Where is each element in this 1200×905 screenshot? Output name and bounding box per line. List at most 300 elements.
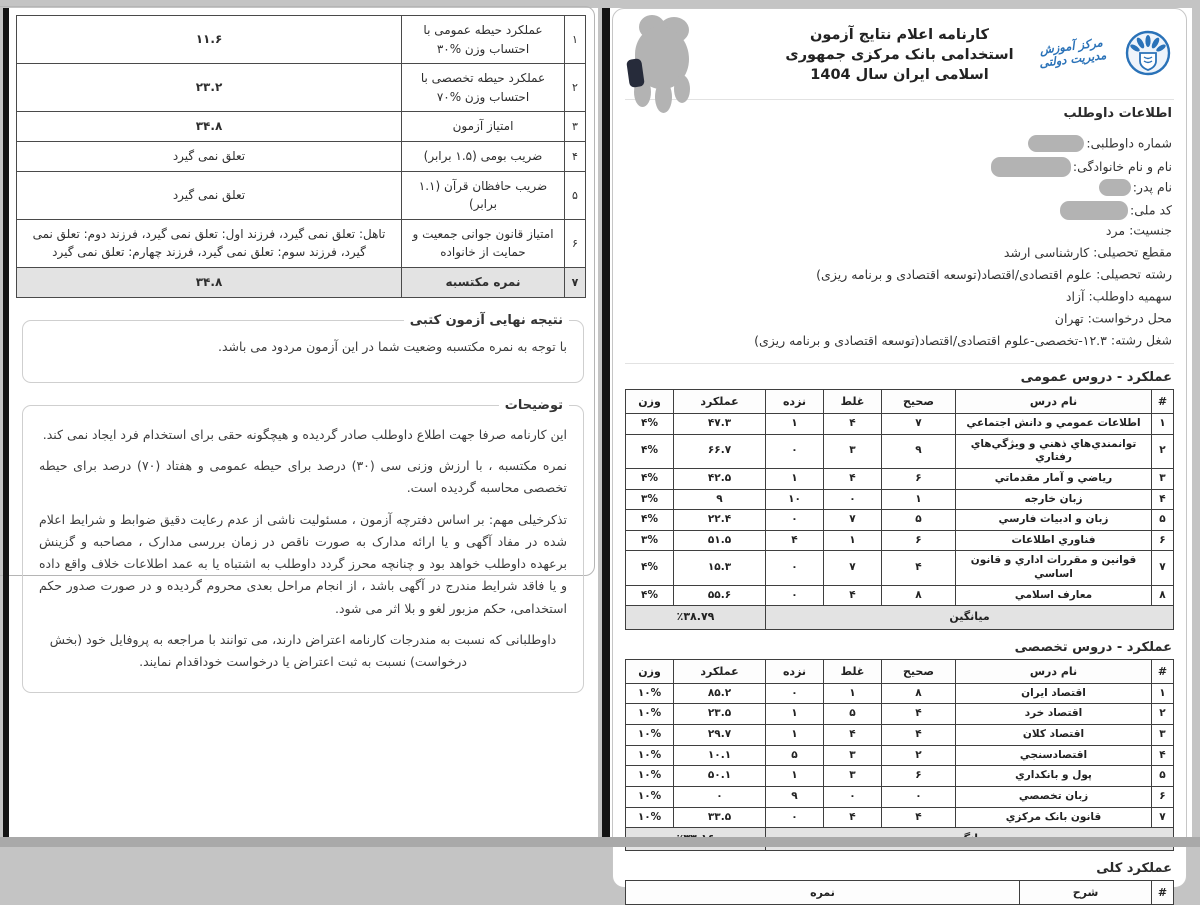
value-number: ۷ xyxy=(849,561,856,574)
course-value xyxy=(766,434,824,468)
course-value xyxy=(626,766,674,787)
course-value xyxy=(626,530,674,551)
row-label: عملکرد حیطه عمومی با احتساب وزن ۳۰% xyxy=(402,16,565,64)
course-value xyxy=(824,704,882,725)
column-header: # xyxy=(1152,390,1174,414)
value-number: ۰ xyxy=(915,789,922,802)
course-row xyxy=(626,724,1174,745)
value-number: ۶ xyxy=(915,769,922,782)
value-number: ۵ xyxy=(915,513,922,526)
note-paragraph: تذکرخیلی مهم: بر اساس دفترچه آزمون ، مسئولیت ناشی از عدم رعایت دقیق ضوابط و شرایط اعلام شده در مفاد آگهی و یا ارائه مدارک به صورت ناقص در زمان بررسی مدارک ، مصاحبه و گزینش برعهده داوطلب خواهد بود و چنانچه محرز گردد داوطلب به اشتباه یا به عمد اطلاعات خلاف واقع داده و یا فاقد شرایط مندرج در آگهی باشد ، از انجام مراحل بعدی محروم گردیده و در صورت صدور حکم استخدامی، حکم مزبور لغو و بلا اثر می شود. xyxy=(39,511,567,616)
value-number: ۰ xyxy=(849,492,856,505)
value-number: ۹ xyxy=(791,789,798,802)
course-value xyxy=(766,807,824,828)
value-number: ۴ xyxy=(849,727,856,740)
general-courses-table xyxy=(625,389,1174,630)
value-number: ۱۰% xyxy=(637,769,662,782)
value-number: ۴۲.۵ xyxy=(707,471,732,484)
value-number: ۱ xyxy=(791,769,798,782)
row-value-number: ۲۳.۲ xyxy=(195,80,223,95)
average-row xyxy=(626,606,1174,629)
row-number: ۱ xyxy=(565,16,586,64)
course-name: معارف اسلامي xyxy=(956,585,1152,606)
notes-legend: توضیحات xyxy=(504,397,563,413)
column-header: شرح xyxy=(1020,881,1152,905)
column-header: نام درس xyxy=(956,390,1152,414)
course-value xyxy=(882,414,956,435)
final-result-box xyxy=(22,313,584,383)
value-number: ۱ xyxy=(1159,686,1166,699)
course-value xyxy=(1152,766,1174,787)
course-value xyxy=(824,724,882,745)
column-header: غلط xyxy=(824,390,882,414)
column-header: نزده xyxy=(766,390,824,414)
course-value xyxy=(1152,745,1174,766)
course-row xyxy=(626,510,1174,531)
course-value xyxy=(766,786,824,807)
course-value xyxy=(626,807,674,828)
final-result-legend: نتیجه نهایی آزمون کتبی xyxy=(409,312,563,328)
value-number: ۱۰% xyxy=(637,810,662,823)
value-number: ۵ xyxy=(1159,513,1166,526)
average-label: میانگین xyxy=(766,606,1174,629)
candidate-info-title: اطلاعات داوطلب xyxy=(1063,106,1172,121)
course-value xyxy=(674,510,766,531)
field-label: مقطع تحصیلی: xyxy=(1093,244,1172,260)
table-header-row xyxy=(626,881,1174,905)
course-value xyxy=(882,585,956,606)
candidate-field xyxy=(627,179,1172,193)
candidate-fields xyxy=(625,125,1174,361)
course-value xyxy=(766,414,824,435)
candidate-field xyxy=(627,333,1172,347)
candidate-field xyxy=(627,245,1172,259)
value-number: ۵ xyxy=(849,707,856,720)
course-value xyxy=(882,807,956,828)
course-value xyxy=(626,510,674,531)
course-value xyxy=(882,489,956,510)
course-row xyxy=(626,786,1174,807)
field-label: شماره داوطلبی: xyxy=(1086,135,1172,151)
value-number: ۱۰.۱ xyxy=(707,748,732,761)
course-value xyxy=(626,489,674,510)
course-value xyxy=(1152,704,1174,725)
row-label: امتیاز آزمون xyxy=(402,112,565,142)
course-row xyxy=(626,704,1174,725)
value-number: ۲۹.۷ xyxy=(707,727,732,740)
value-number: ۱۰% xyxy=(637,727,662,740)
course-value xyxy=(674,786,766,807)
column-header: صحیح xyxy=(882,659,956,683)
course-row xyxy=(626,434,1174,468)
course-value xyxy=(882,683,956,704)
note-paragraph: این کارنامه صرفا جهت اطلاع داوطلب صادر گردیده و هیچگونه حقی برای استخدام فرد ایجاد نمی کند. xyxy=(42,426,567,442)
overall-performance-title: عملکرد کلی xyxy=(1096,861,1172,877)
candidate-field xyxy=(627,267,1172,281)
value-number: ۱۰% xyxy=(637,748,662,761)
value-number: ۱ xyxy=(791,727,798,740)
course-value xyxy=(824,551,882,585)
row-value xyxy=(17,16,402,64)
value-number: ۴% xyxy=(641,444,658,457)
title-line-1: کارنامه اعلام نتایج آزمون xyxy=(809,27,989,43)
course-value xyxy=(824,766,882,787)
score-table-row xyxy=(17,112,586,142)
value-number: ۱۰% xyxy=(637,707,662,720)
score-table-row xyxy=(17,141,586,171)
course-value xyxy=(674,551,766,585)
value-number: ۵ xyxy=(791,748,798,761)
row-number: ۵ xyxy=(565,171,586,219)
note-paragraph: داوطلبانی که نسبت به مندرجات کارنامه اعتراض دارند، می توانند با مراجعه به پروفایل خود (بخش درخواست) نسبت به ثبت اعتراض یا درخواست خوداقدام نمایند. xyxy=(49,631,557,670)
value-number: ۱ xyxy=(791,707,798,720)
column-header: صحیح xyxy=(882,390,956,414)
field-label: کد ملی: xyxy=(1130,202,1172,218)
course-value xyxy=(766,468,824,489)
candidate-field xyxy=(627,311,1172,325)
course-name: زبان خارجه xyxy=(956,489,1152,510)
redacted-candidate-photo xyxy=(631,15,701,115)
course-value xyxy=(824,745,882,766)
field-label: نام پدر: xyxy=(1132,179,1172,195)
course-name: توانمندي‌هاي ذهني و ویژگي‌هاي رفتاري xyxy=(956,434,1152,468)
course-value xyxy=(766,585,824,606)
value-number: ۱۰ xyxy=(788,492,801,505)
value-number: ۴% xyxy=(641,471,658,484)
course-value xyxy=(824,683,882,704)
value-number: ۱۵.۳ xyxy=(707,561,732,574)
value-number: ۲ xyxy=(915,748,922,761)
course-value xyxy=(674,530,766,551)
course-name: قانون بانک مرکزي xyxy=(956,807,1152,828)
course-value xyxy=(824,434,882,468)
value-number: ۷ xyxy=(1159,810,1166,823)
course-name: اطلاعات عمومي و دانش اجتماعي xyxy=(956,414,1152,435)
column-header: # xyxy=(1152,659,1174,683)
value-number: ۴ xyxy=(915,810,922,823)
value-number: ۸ xyxy=(1159,588,1166,601)
title-line-3: اسلامی ایران سال 1404 xyxy=(810,67,989,83)
candidate-field xyxy=(627,157,1172,174)
value-number: ۱ xyxy=(791,417,798,429)
score-table-row xyxy=(17,64,586,112)
value-number: ۱ xyxy=(849,533,856,546)
column-header: غلط xyxy=(824,659,882,683)
course-value xyxy=(1152,530,1174,551)
course-value xyxy=(766,745,824,766)
row-label: عملکرد حیطه تخصصی با احتساب وزن ۷۰% xyxy=(402,64,565,112)
value-number: ۰ xyxy=(791,686,798,699)
row-value xyxy=(17,112,402,142)
value-number: ۱۰% xyxy=(637,686,662,699)
candidate-field xyxy=(627,135,1172,149)
page-edge-bar-left xyxy=(3,8,9,837)
row-value-number: ۱۱.۶ xyxy=(195,32,223,47)
redacted-value xyxy=(1060,201,1128,220)
course-value xyxy=(824,414,882,435)
course-value xyxy=(626,683,674,704)
value-number: ۴% xyxy=(641,561,658,574)
course-value xyxy=(626,434,674,468)
course-name: زبان تخصصي xyxy=(956,786,1152,807)
redacted-value xyxy=(1099,179,1131,196)
course-name: اقتصاد کلان xyxy=(956,724,1152,745)
value-number: ۸ xyxy=(915,686,922,699)
column-header: عملکرد xyxy=(674,390,766,414)
score-table-row xyxy=(17,16,586,64)
value-number: ۴ xyxy=(849,810,856,823)
course-value xyxy=(626,551,674,585)
course-value xyxy=(882,704,956,725)
course-value xyxy=(1152,786,1174,807)
course-row xyxy=(626,468,1174,489)
value-number: ۴ xyxy=(915,561,922,574)
course-value xyxy=(1152,683,1174,704)
course-value xyxy=(626,745,674,766)
value-number: ۷ xyxy=(1159,561,1166,574)
value-number: ۴ xyxy=(1159,748,1166,761)
course-value xyxy=(1152,724,1174,745)
column-header: عملکرد xyxy=(674,659,766,683)
course-value xyxy=(1152,489,1174,510)
organization-logo xyxy=(1026,29,1172,77)
course-row xyxy=(626,414,1174,435)
value-number: ۶ xyxy=(915,533,922,546)
value-number: ۰ xyxy=(791,444,798,457)
row-value xyxy=(17,267,402,297)
value-number: ۲۲.۴ xyxy=(707,513,732,526)
general-courses-title: عملکرد - دروس عمومی xyxy=(1020,370,1172,385)
value-number: ۰ xyxy=(791,561,798,574)
value-number: ۹ xyxy=(915,444,922,457)
course-value xyxy=(674,683,766,704)
course-name: پول و بانکداري xyxy=(956,766,1152,787)
row-label: ضریب حافظان قرآن (۱.۱ برابر) xyxy=(402,171,565,219)
row-label: ضریب بومی (۱.۵ برابر) xyxy=(402,141,565,171)
course-value xyxy=(882,551,956,585)
value-number: ۴۷.۳ xyxy=(707,417,732,429)
title-line-2: استخدامی بانک مرکزی جمهوری xyxy=(785,47,1014,63)
value-number: ۱۰% xyxy=(637,789,662,802)
course-value xyxy=(626,786,674,807)
value-number: ۰ xyxy=(791,513,798,526)
value-number: ۳ xyxy=(1159,471,1166,484)
table-header-row xyxy=(626,390,1174,414)
page-edge-bar-middle xyxy=(602,8,610,837)
row-number: ۲ xyxy=(565,64,586,112)
value-number: ۵ xyxy=(1159,769,1166,782)
report-page-2 xyxy=(9,8,598,837)
course-value xyxy=(766,704,824,725)
course-value xyxy=(824,807,882,828)
row-number: ۳ xyxy=(565,112,586,142)
course-value xyxy=(1152,414,1174,435)
score-table-row xyxy=(17,267,586,297)
course-value xyxy=(674,766,766,787)
value-number: ۴ xyxy=(1159,492,1166,505)
field-value: آزاد xyxy=(1065,288,1085,304)
value-number: ۲ xyxy=(1159,444,1166,457)
course-value xyxy=(882,434,956,468)
value-number: ۳% xyxy=(641,492,658,505)
course-name: اقتصادسنجي xyxy=(956,745,1152,766)
course-value xyxy=(1152,510,1174,531)
value-number: ۴ xyxy=(849,588,856,601)
course-row xyxy=(626,683,1174,704)
row-value-number: ۳۴.۸ xyxy=(195,274,223,289)
row-value xyxy=(17,64,402,112)
document-header xyxy=(625,13,1174,97)
row-number: ۶ xyxy=(565,219,586,267)
value-number: ۳ xyxy=(849,444,856,457)
window-bottom-edge xyxy=(0,837,1200,847)
course-value xyxy=(674,468,766,489)
value-number: ۳ xyxy=(849,769,856,782)
row-value: تعلق نمی گیرد xyxy=(17,141,402,171)
notes-paragraphs xyxy=(37,424,569,674)
column-header: نمره xyxy=(626,881,1020,905)
candidate-field xyxy=(627,223,1172,237)
average-number: ٪۳۸.۷۹ xyxy=(676,610,715,624)
field-value: علوم اقتصادی/اقتصاد(توسعه اقتصادی و برنامه ریزی) xyxy=(816,266,1093,282)
average-value xyxy=(626,606,766,629)
final-result-text: با توجه به نمره مکتسبه وضعیت شما در این آزمون مردود می باشد. xyxy=(218,338,567,354)
field-value: مرد xyxy=(1105,222,1126,238)
score-table-row xyxy=(17,171,586,219)
final-score-table xyxy=(16,15,586,298)
value-number: ۳ xyxy=(1159,727,1166,740)
course-row xyxy=(626,766,1174,787)
course-value xyxy=(674,414,766,435)
field-label: رشته تحصیلی: xyxy=(1096,266,1172,282)
value-number: ۶ xyxy=(1159,533,1166,546)
course-name: ریاضي و آمار مقدماتي xyxy=(956,468,1152,489)
column-header: وزن xyxy=(626,659,674,683)
value-number: ۸۵.۲ xyxy=(707,686,732,699)
course-value xyxy=(882,468,956,489)
field-label: محل درخواست: xyxy=(1087,310,1172,326)
course-value xyxy=(766,683,824,704)
course-value xyxy=(766,530,824,551)
course-row xyxy=(626,530,1174,551)
course-value xyxy=(626,704,674,725)
value-number: ۱ xyxy=(1159,417,1166,429)
value-number: ۱ xyxy=(791,471,798,484)
course-value xyxy=(824,510,882,531)
row-value: تاهل: تعلق نمی گیرد، فرزند اول: تعلق نمی گیرد، فرزند دوم: تعلق نمی گیرد، فرزند سوم: تعلق نمی گیرد، فرزند چهارم: تعلق نمی گیرد xyxy=(17,219,402,267)
course-name: فناوري اطلاعات xyxy=(956,530,1152,551)
course-value xyxy=(882,510,956,531)
course-value xyxy=(626,468,674,489)
value-number: ۶ xyxy=(915,471,922,484)
value-number: ۴ xyxy=(915,727,922,740)
course-value xyxy=(882,786,956,807)
field-value: تهران xyxy=(1054,310,1084,326)
course-value xyxy=(674,585,766,606)
value-number: ۷ xyxy=(915,417,922,429)
course-value xyxy=(766,489,824,510)
candidate-field xyxy=(627,289,1172,303)
document-title xyxy=(750,13,1050,85)
value-number: ۲۳.۵ xyxy=(707,707,732,720)
column-header: وزن xyxy=(626,390,674,414)
course-value xyxy=(674,704,766,725)
value-number: ۴% xyxy=(641,513,658,526)
note-paragraph: نمره مکتسبه ، با ارزش وزنی سی (۳۰) درصد برای حیطه عمومی و هفتاد (۷۰) درصد برای حیطه تخصصی محاسبه گردیده است. xyxy=(39,458,567,496)
course-value xyxy=(824,468,882,489)
field-label: نام و نام خانوادگی: xyxy=(1072,159,1172,174)
course-value xyxy=(824,489,882,510)
course-value xyxy=(626,414,674,435)
row-number: ۴ xyxy=(565,141,586,171)
value-number: ۹ xyxy=(716,492,723,505)
course-value xyxy=(674,489,766,510)
value-number: ۴% xyxy=(641,417,658,429)
value-number: ۵۵.۶ xyxy=(707,588,732,601)
course-name: زبان و ادبیات فارسي xyxy=(956,510,1152,531)
value-number: ۸ xyxy=(915,588,922,601)
course-value xyxy=(766,724,824,745)
field-value: کارشناسی ارشد xyxy=(1003,244,1090,260)
value-number: ۴ xyxy=(915,707,922,720)
redacted-value xyxy=(991,157,1071,177)
course-row xyxy=(626,745,1174,766)
course-value xyxy=(882,745,956,766)
course-value xyxy=(824,786,882,807)
row-label: امتیاز قانون جوانی جمعیت و حمایت از خانواده xyxy=(402,219,565,267)
page2-content-card xyxy=(0,6,595,670)
course-value xyxy=(674,807,766,828)
report-page-1 xyxy=(610,8,1192,900)
candidate-field xyxy=(627,201,1172,218)
row-label: نمره مکتسبه xyxy=(402,267,565,297)
row-label-percent: ۳۰% xyxy=(436,41,462,56)
field-value: ۱۲.۳-تخصصی-علوم اقتصادی/اقتصاد(توسعه اقتصادی و برنامه ریزی) xyxy=(754,332,1107,348)
row-value-number: ۳۴.۸ xyxy=(195,119,223,134)
organization-name: مرکز آموزش مدیریت دولتی xyxy=(1038,35,1108,71)
course-value xyxy=(766,510,824,531)
course-value xyxy=(674,724,766,745)
row-value: تعلق نمی گیرد xyxy=(17,171,402,219)
value-number: ۴ xyxy=(791,533,798,546)
value-number: ۶ xyxy=(1159,789,1166,802)
value-number: ۷ xyxy=(849,513,856,526)
row-label-percent: ۷۰% xyxy=(436,89,462,104)
column-header: # xyxy=(1152,881,1174,905)
field-label: سهمیه داوطلب: xyxy=(1088,288,1172,304)
value-number: ۱ xyxy=(849,686,856,699)
course-row xyxy=(626,551,1174,585)
special-courses-title: عملکرد - دروس تخصصی xyxy=(1014,639,1172,655)
value-number: ۳% xyxy=(641,533,658,546)
table-header-row xyxy=(626,659,1174,683)
course-value xyxy=(1152,585,1174,606)
overall-performance-table xyxy=(625,880,1174,905)
field-label: شغل رشته: xyxy=(1110,332,1172,348)
course-value xyxy=(626,724,674,745)
course-value xyxy=(1152,434,1174,468)
value-number: ۶۶.۷ xyxy=(707,444,732,457)
value-number: ۰ xyxy=(849,789,856,802)
course-value xyxy=(674,745,766,766)
column-header: نزده xyxy=(766,659,824,683)
course-row xyxy=(626,489,1174,510)
course-value xyxy=(1152,468,1174,489)
redacted-value xyxy=(1028,135,1084,152)
value-number: ۱ xyxy=(915,492,922,505)
value-number: ۲ xyxy=(1159,707,1166,720)
column-header: نام درس xyxy=(956,659,1152,683)
